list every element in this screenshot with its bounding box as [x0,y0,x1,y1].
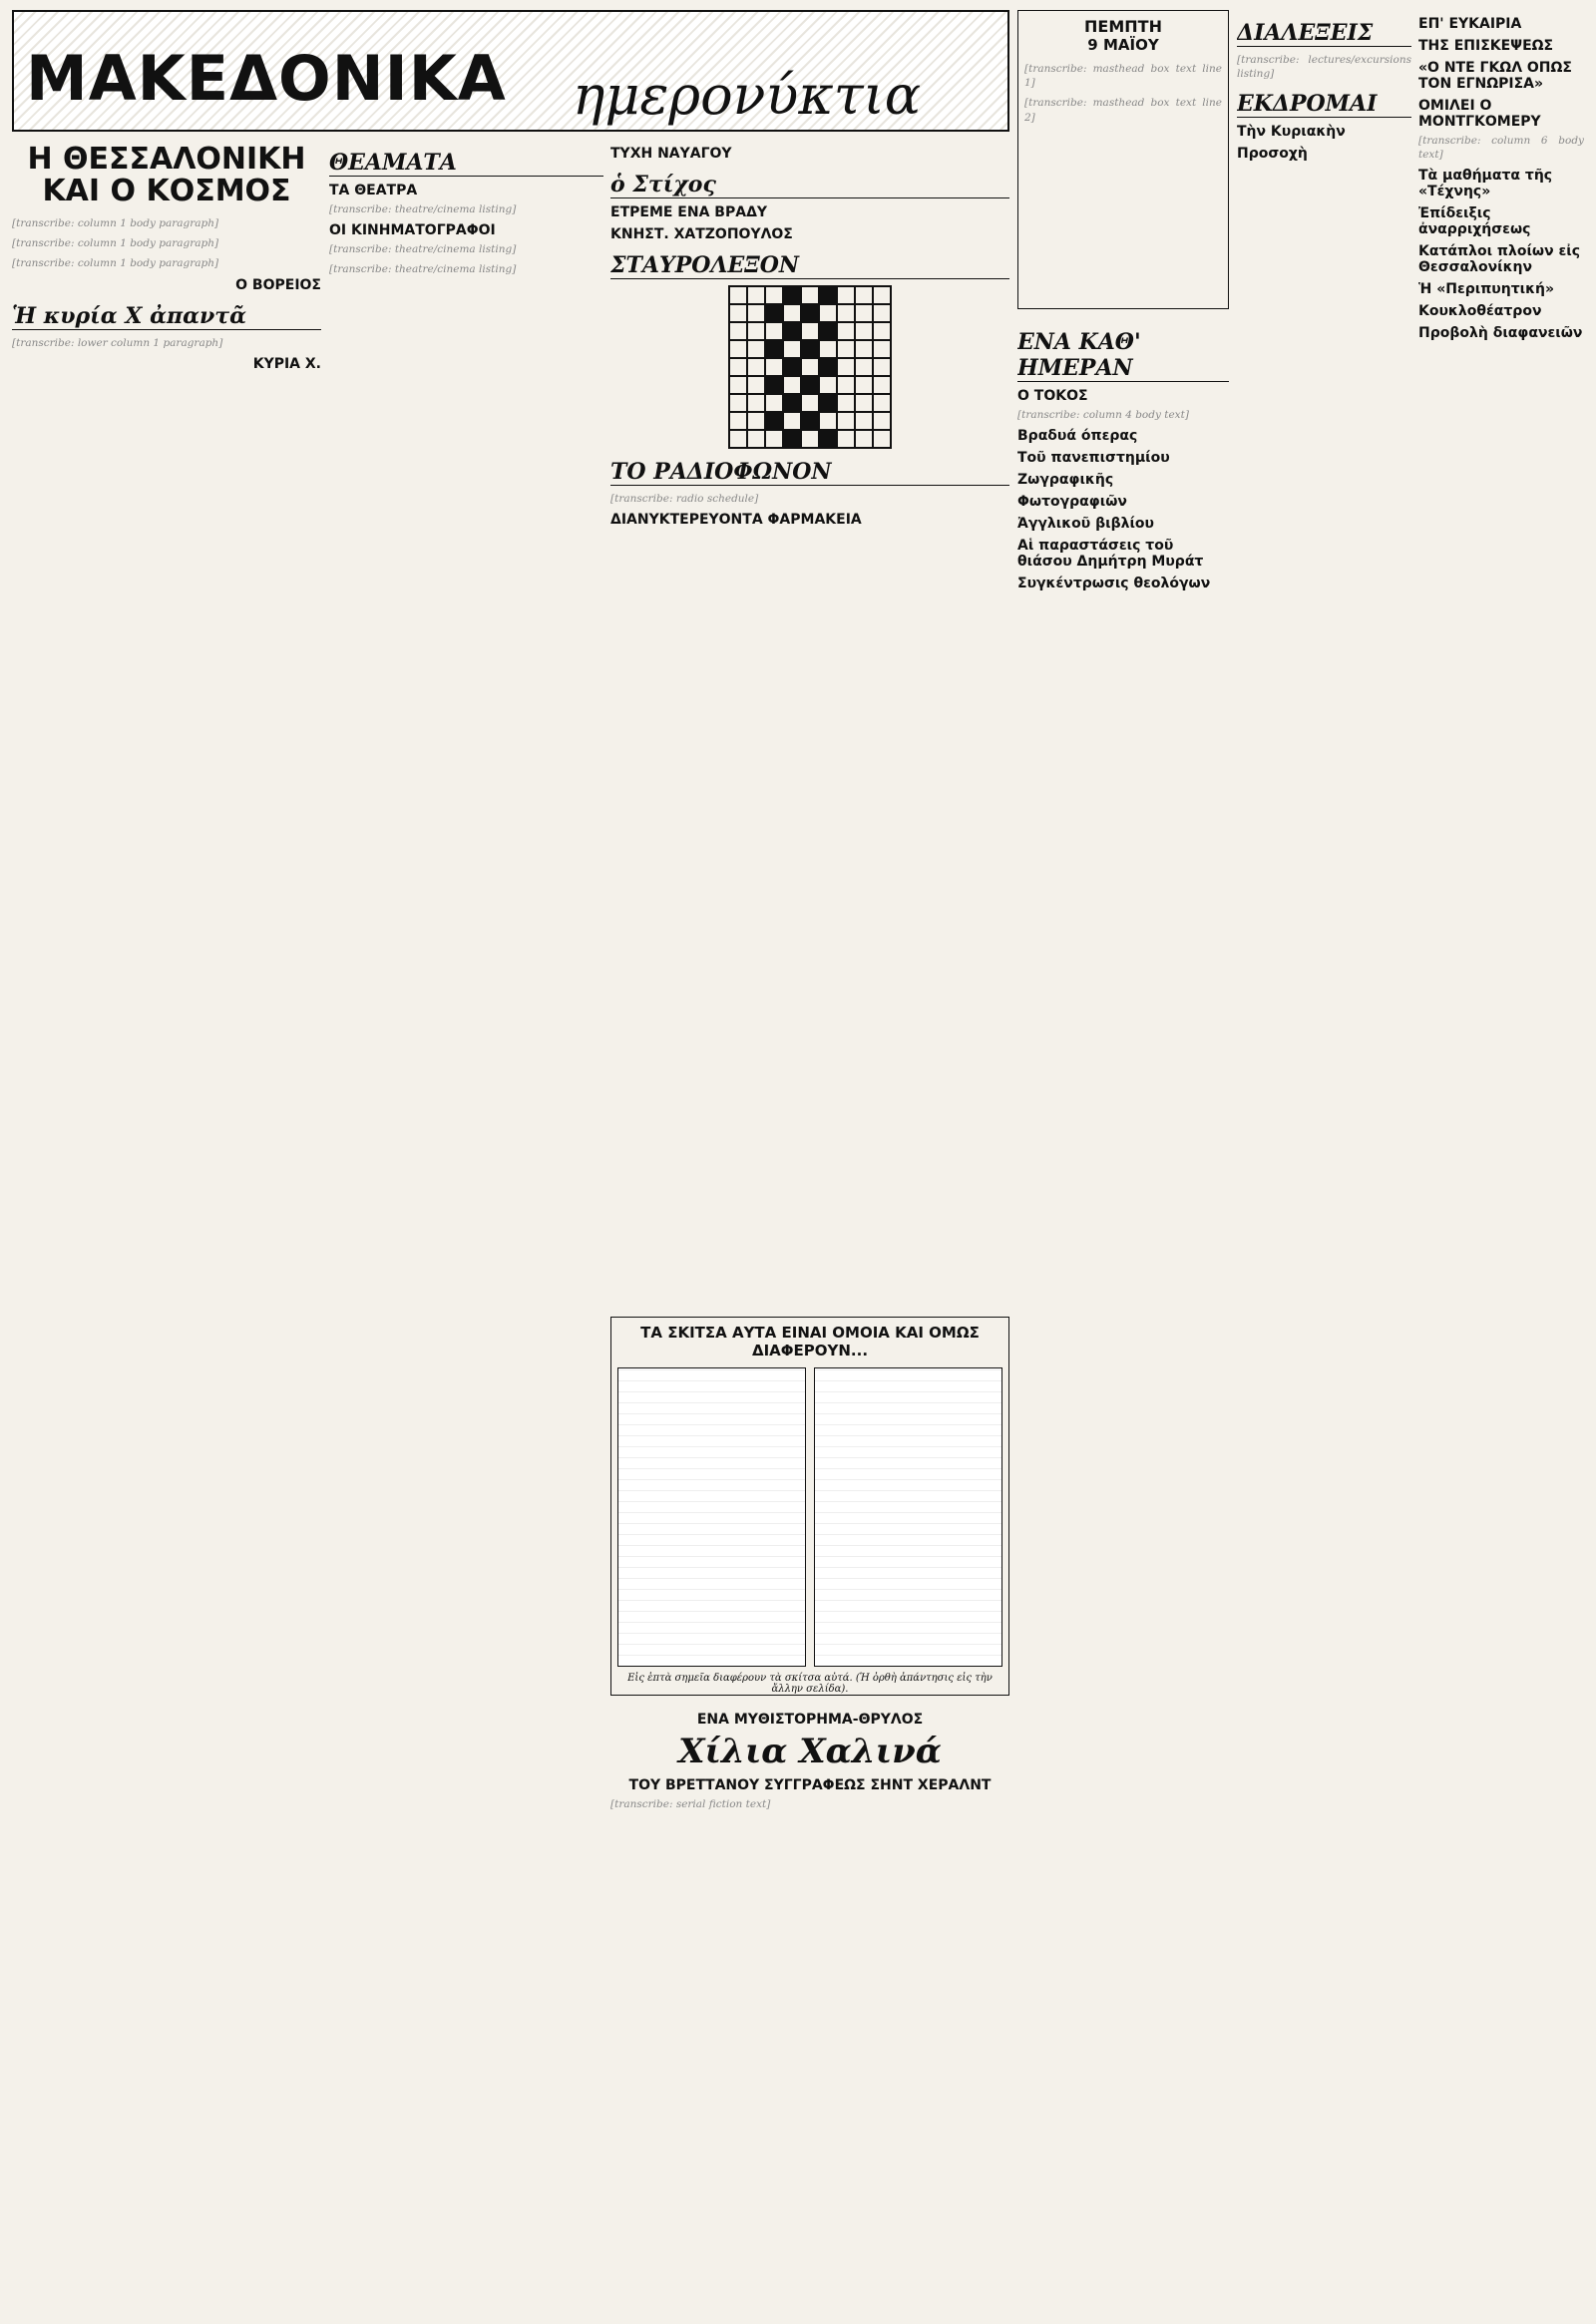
crossword-cell [783,358,801,376]
column-2 [329,140,603,2304]
crossword-cell [855,430,873,448]
crossword-cell [819,430,837,448]
crossword-cell [873,412,891,430]
crossword-cell [747,304,765,322]
column-3 [610,140,1009,1307]
crossword-cell [729,358,747,376]
crossword-cell [801,322,819,340]
crossword-cell [783,286,801,304]
poem-author: ΚΝΗΣΤ. ΧΑΤΖΟΠΟΥΛΟΣ [610,226,793,242]
serial-paragraph: [transcribe: serial fiction text] [610,1798,771,1810]
crossword-cell [801,358,819,376]
subhead: ΟΙ ΚΙΝΗΜΑΤΟΓΡΑΦΟΙ [329,222,496,239]
crossword-cell [819,340,837,358]
crossword-cell [765,304,783,322]
article-paragraph: [transcribe: column 6 body text] [1418,135,1584,162]
crossword-cell [837,358,855,376]
box-head: ΕΠ' ΕΥΚΑΙΡΙΑ [1418,16,1522,32]
article-paragraph: [transcribe: lower column 1 paragraph] [12,336,223,349]
crossword-cell [873,376,891,394]
section-title: ΔΙΑΛΕΞΕΙΣ [1237,20,1411,47]
crossword-cell [855,358,873,376]
crossword-cell [729,304,747,322]
crossword-cell [729,430,747,448]
article-paragraph: [transcribe: column 1 body paragraph] [12,217,219,229]
crossword-cell [747,358,765,376]
crossword-cell [765,340,783,358]
news-item-head: Ζωγραφικῆς [1017,472,1114,489]
excursions-subtitle: Τὴν Κυριακὴν [1237,124,1346,141]
subhead: Ο ΤΟΚΟΣ [1017,388,1088,404]
radio-title: ΤΟ ΡΑΔΙΟΦΩΝΟΝ [610,459,1009,486]
section-title: ΕΝΑ ΚΑΘ' ΗΜΕΡΑΝ [1017,329,1229,382]
crossword-cell [855,376,873,394]
crossword-cell [747,286,765,304]
crossword-cell [837,376,855,394]
poem-title: ὁ Στίχος [610,172,1009,198]
news-item-head: Συγκέντρωσις θεολόγων [1017,576,1211,592]
serial-kicker: ΕΝΑ ΜΥΘΙΣΤΟΡΗΜΑ-ΘΡΥΛΟΣ [696,1712,924,1728]
crossword-title: ΣΤΑΥΡΟΛΕΞΟΝ [610,252,1009,279]
crossword-cell [765,412,783,430]
crossword-cell [819,376,837,394]
crossword-cell [855,394,873,412]
notice-head: Προσοχὴ [1237,146,1308,163]
crossword-cell [765,430,783,448]
serial-byline: ΤΟΥ ΒΡΕΤΤΑΝΟΥ ΣΥΓΓΡΑΦΕΩΣ ΣΗΝΤ ΧΕΡΑΛΝΤ [628,1777,992,1793]
crossword-cell [819,286,837,304]
datebox-line: [transcribe: masthead box text line 1] [1024,63,1222,90]
section-title: ΘΕΑΜΑΤΑ [329,150,603,177]
crossword-cell [747,394,765,412]
crossword-cell [729,322,747,340]
crossword-cell [765,322,783,340]
crossword-cell [873,430,891,448]
news-item-head: Ἀγγλικοῦ βιβλίου [1017,516,1154,533]
article-paragraph: [transcribe: column 4 body text] [1017,409,1189,421]
column-1 [12,140,321,2304]
crossword-cell [729,340,747,358]
news-item-head: Κουκλοθέατρον [1418,303,1542,320]
masthead-script-title: ημερονύκτια [573,64,922,127]
crossword-cell [783,412,801,430]
crossword-cell [801,286,819,304]
crossword-cell [873,286,891,304]
crossword-cell [765,358,783,376]
news-item-head: Τὰ μαθήματα τῆς «Τέχνης» [1418,168,1553,200]
crossword-cell [783,322,801,340]
pharmacies-title: ΔΙΑΝΥΚΤΕΡΕΥΟΝΤΑ ΦΑΡΜΑΚΕΙΑ [610,512,862,529]
crossword-cell [855,340,873,358]
poem-subtitle: ΕΤΡΕΜΕ ΕΝΑ ΒΡΑΔΥ [610,204,768,220]
crossword-cell [873,340,891,358]
sketch-right [814,1367,1002,1667]
crossword-cell [819,358,837,376]
listing: [transcribe: theatre/cinema listing] [329,263,517,276]
crossword-cell [837,286,855,304]
lead-headline: Η ΘΕΣΣΑΛΟΝΙΚΗ ΚΑΙ Ο ΚΟΣΜΟΣ [27,142,306,208]
crossword-cell [873,394,891,412]
date-box [1017,10,1229,309]
crossword-cell [729,286,747,304]
crossword-cell [819,394,837,412]
crossword-cell [837,412,855,430]
crossword-cell [837,322,855,340]
news-item-head: Ἡ «Περιπυητική» [1418,281,1555,298]
subhead: ΤΑ ΘΕΑΤΡΑ [329,183,418,198]
crossword-cell [801,304,819,322]
crossword-grid [728,285,892,449]
sketch-left [617,1367,806,1667]
column-5 [1237,10,1411,2304]
listing: [transcribe: theatre/cinema listing] [329,203,517,215]
crossword-cell [801,340,819,358]
box-title: ΤΥΧΗ ΝΑΥΑΓΟΥ [610,146,732,162]
article-paragraph: [transcribe: column 1 body paragraph] [12,257,219,270]
crossword-cell [783,376,801,394]
crossword-cell [747,322,765,340]
crossword-cell [729,412,747,430]
masthead [12,10,1009,132]
crossword-cell [837,394,855,412]
news-item-head: Κατάπλοι πλοίων εἰς Θεσσαλονίκην [1418,243,1581,276]
crossword-cell [783,340,801,358]
crossword-cell [855,412,873,430]
article-paragraph: [transcribe: column 1 body paragraph] [12,237,219,250]
crossword-cell [765,376,783,394]
crossword-cell [873,322,891,340]
box-author: ΟΜΙΛΕΙ Ο ΜΟΝΤΓΚΟΜΕΡΥ [1418,98,1541,130]
crossword-cell [765,286,783,304]
news-item-head: Ἐπίδειξις ἀναρριχήσεως [1418,205,1531,238]
issue-day: ΠΕΜΠΤΗ [1084,17,1162,36]
listing: [transcribe: theatre/cinema listing] [329,243,517,256]
serial-title: Χίλια Χαλινά [678,1732,942,1771]
column-6 [1418,10,1584,2304]
news-item-head: Αἱ παραστάσεις τοῦ θιάσου Δημήτρη Μυράτ [1017,538,1204,571]
excursions-title: ΕΚΔΡΟΜΑΙ [1237,91,1411,118]
crossword-cell [819,304,837,322]
crossword-cell [873,304,891,322]
crossword-cell [747,376,765,394]
column-head: Ἡ κυρία Χ ἀπαντᾶ [12,303,321,330]
crossword-cell [729,394,747,412]
crossword-cell [783,394,801,412]
crossword-cell [747,430,765,448]
radio-schedule: [transcribe: radio schedule] [610,493,759,505]
feature-caption: Εἰς ἑπτὰ σημεῖα διαφέρουν τὰ σκίτσα αὐτά. (Ἡ ὀρθὴ ἀπάντησις εἰς τὴν ἄλλην σελίδα). [627,1673,993,1695]
crossword-cell [765,394,783,412]
crossword-cell [729,376,747,394]
crossword-cell [801,376,819,394]
crossword-cell [819,322,837,340]
crossword-cell [837,340,855,358]
crossword-cell [747,340,765,358]
datebox-line: [transcribe: masthead box text line 2] [1024,97,1222,124]
crossword-cell [873,358,891,376]
box-sub: ΤΗΣ ΕΠΙΣΚΕΨΕΩΣ [1418,38,1554,54]
news-item-head: Προβολὴ διαφανειῶν [1418,325,1583,342]
masthead-title: ΜΑΚΕΔΟΝΙΚΑ [26,42,507,115]
crossword-cell [837,304,855,322]
news-item-head: Βραδυά όπερας [1017,428,1138,445]
crossword-cell [801,412,819,430]
news-item-head: Φωτογραφιῶν [1017,494,1127,511]
crossword-cell [819,412,837,430]
crossword-cell [837,430,855,448]
crossword-cell [855,322,873,340]
article-byline: Ο ΒΟΡΕΙΟΣ [235,276,321,293]
feature-title: ΤΑ ΣΚΙΤΣΑ ΑΥΤΑ ΕΙΝΑΙ ΟΜΟΙΑ ΚΑΙ ΟΜΩΣ ΔΙΑΦΕΡΟΥΝ... [640,1324,980,1359]
serial-story [610,1706,1009,2304]
listing: [transcribe: lectures/excursions listing] [1237,54,1411,81]
crossword-cell [783,304,801,322]
crossword-cell [783,430,801,448]
box-title: «Ο ΝΤΕ ΓΚΩΛ ΟΠΩΣ ΤΟΝ ΕΓΝΩΡΙΣΑ» [1418,60,1572,92]
crossword-cell [801,430,819,448]
crossword-cell [747,412,765,430]
crossword-cell [855,286,873,304]
news-item-head: Τοῦ πανεπιστημίου [1017,450,1170,467]
column-4 [1017,319,1229,2304]
crossword-cell [801,394,819,412]
issue-date: 9 ΜΑΪΟΥ [1087,36,1159,54]
spot-the-difference [610,1317,1009,1696]
article-byline: ΚΥΡΙΑ Χ. [252,355,321,372]
crossword-cell [855,304,873,322]
